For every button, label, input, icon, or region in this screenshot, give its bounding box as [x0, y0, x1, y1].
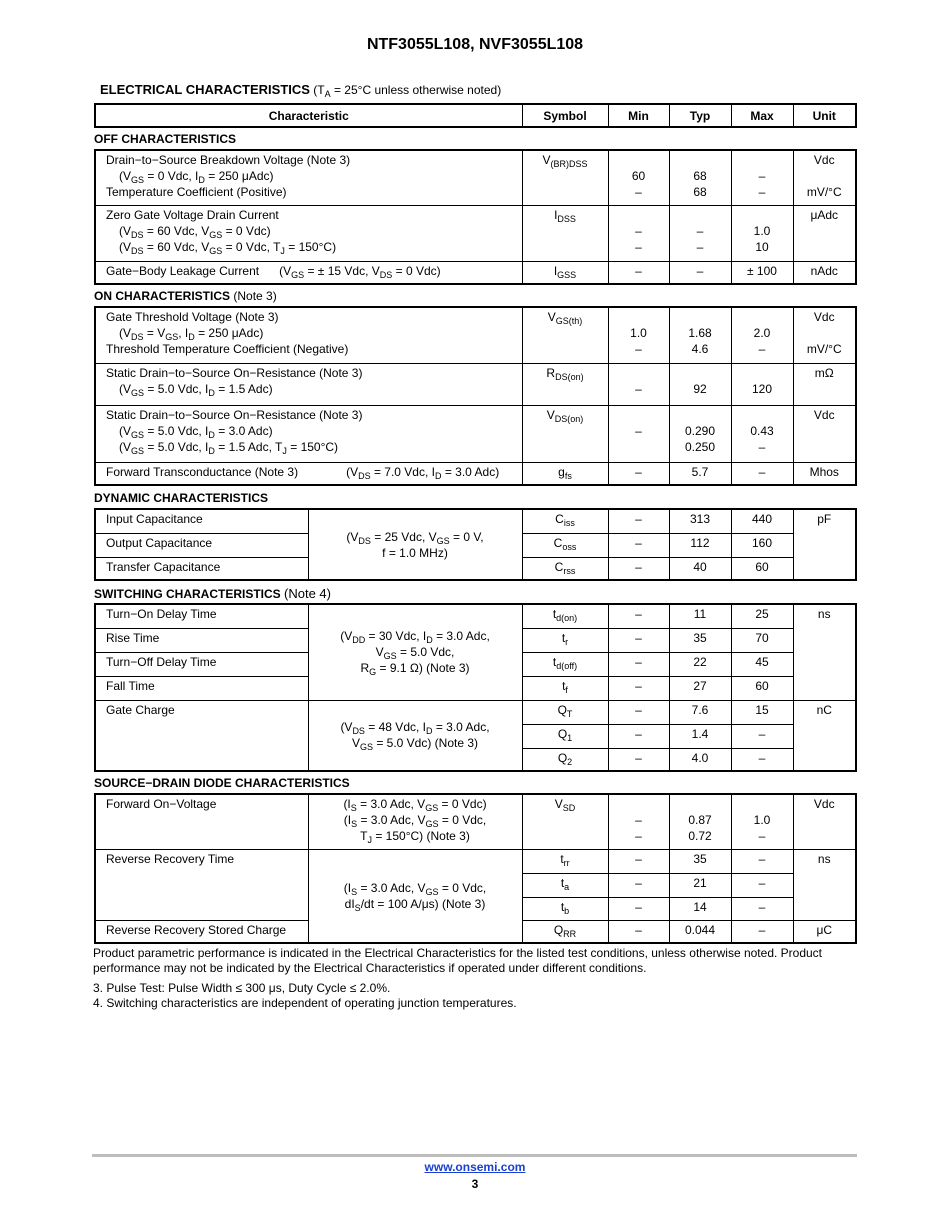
max: –	[731, 748, 793, 771]
characteristic-label: Forward Transconductance (Note 3)	[106, 464, 299, 479]
min: –	[608, 557, 669, 580]
typ: 68 68	[669, 150, 731, 205]
typ: 0.87 0.72	[669, 794, 731, 849]
symbol: $Q_{RR}$	[522, 920, 608, 943]
min: –	[608, 700, 669, 724]
dynamic-table	[94, 508, 857, 581]
typ: 0.044	[669, 920, 731, 943]
table-row	[95, 700, 856, 724]
table-row	[95, 150, 856, 205]
min: –	[608, 261, 669, 284]
page-number: 3	[471, 1177, 479, 1191]
min: – –	[608, 205, 669, 261]
max: –	[731, 920, 793, 943]
section-on-label: ON CHARACTERISTICS	[94, 289, 231, 303]
max: 45	[731, 652, 793, 676]
min: –	[608, 509, 669, 533]
max: –	[731, 724, 793, 748]
test-conditions: ($V_{GS}$ = ± 15 Vdc, $V_{DS} = 0$ Vdc)	[279, 263, 441, 280]
symbol: $Q_1$	[522, 724, 608, 748]
test-conditions: ($V_{DD} = 30$ Vdc, $I_D = 3.0$ Adc, $V_{GS} = 5.0$ Vdc, $R_G = 9.1$ Ω) (Note 3)	[308, 604, 522, 700]
min: –	[608, 405, 669, 462]
symbol: $t_f$	[522, 676, 608, 700]
symbol: $V_{(BR)DSS}$	[522, 150, 608, 205]
min: –	[608, 652, 669, 676]
col-typ: Typ	[669, 104, 731, 127]
symbol: $V_{DS(on)}$	[522, 405, 608, 462]
min: –	[608, 920, 669, 943]
section-source-drain: SOURCE−DRAIN DIODE CHARACTERISTICS	[94, 776, 350, 790]
characteristic: Turn−On Delay Time	[95, 604, 308, 628]
min: –	[608, 604, 669, 628]
unit: nAdc	[793, 261, 856, 284]
max: 120	[731, 363, 793, 405]
typ: 1.4	[669, 724, 731, 748]
section-on-note: (Note 3)	[233, 289, 277, 303]
typ: 11	[669, 604, 731, 628]
min: 60 –	[608, 150, 669, 205]
typ: 92	[669, 363, 731, 405]
min: –	[608, 628, 669, 652]
max: ± 100	[731, 261, 793, 284]
table-row	[95, 205, 856, 261]
min: –	[608, 849, 669, 873]
min: –	[608, 897, 669, 920]
unit: Mhos	[793, 462, 856, 485]
section-dynamic: DYNAMIC CHARACTERISTICS	[94, 491, 268, 505]
footer-divider	[92, 1154, 857, 1157]
min: 1.0 –	[608, 307, 669, 363]
section-on	[94, 289, 277, 303]
unit: ns	[793, 604, 856, 700]
section-off: OFF CHARACTERISTICS	[94, 132, 236, 146]
table-row	[95, 604, 856, 628]
switching-table	[94, 603, 857, 772]
symbol: $C_{oss}$	[522, 533, 608, 557]
table-row	[95, 261, 856, 284]
min: – –	[608, 794, 669, 849]
max: 1.0 10	[731, 205, 793, 261]
symbol: $t_b$	[522, 897, 608, 920]
symbol: $I_{GSS}$	[522, 261, 608, 284]
characteristic: Input Capacitance	[95, 509, 308, 533]
table-row	[95, 509, 856, 533]
col-characteristic: Characteristic	[95, 104, 522, 127]
max: 160	[731, 533, 793, 557]
footnote-3: 3. Pulse Test: Pulse Width ≤ 300 μs, Duty Cycle ≤ 2.0%.	[93, 981, 391, 995]
unit: mΩ	[793, 363, 856, 405]
typ: 35	[669, 849, 731, 873]
table-row	[95, 794, 856, 849]
max: 60	[731, 557, 793, 580]
max: 15	[731, 700, 793, 724]
off-table	[94, 149, 857, 285]
characteristic: Turn−Off Delay Time	[95, 652, 308, 676]
table-row	[95, 849, 856, 873]
symbol: $I_{DSS}$	[522, 205, 608, 261]
characteristic: Static Drain−to−Source On−Resistance (Note 3) ($V_{GS} = 5.0$ Vdc, $I_D = 1.5$ Adc)	[95, 363, 522, 405]
max: –	[731, 897, 793, 920]
symbol: $t_{rr}$	[522, 849, 608, 873]
notes	[93, 946, 861, 1011]
max: 25	[731, 604, 793, 628]
document-title: NTF3055L108, NVF3055L108	[366, 36, 584, 53]
characteristic: Reverse Recovery Time	[95, 849, 308, 920]
disclaimer-paragraph: Product parametric performance is indicated in the Electrical Characteristics for the listed test conditions, unless otherwise noted. Product performance may not be indicated by the Electrical Characteristics if operated under different conditions.	[93, 946, 823, 975]
test-conditions: ($I_S = 3.0$ Adc, $V_{GS} = 0$ Vdc, $dI_S/dt = 100$ A/μs) (Note 3)	[308, 849, 522, 943]
table-row	[95, 405, 856, 462]
typ: 4.0	[669, 748, 731, 771]
footnote-4: 4. Switching characteristics are independent of operating junction temperatures.	[93, 996, 517, 1010]
unit: pF	[793, 509, 856, 580]
source-drain-table	[94, 793, 857, 944]
characteristic: Transfer Capacitance	[95, 557, 308, 580]
min: –	[608, 748, 669, 771]
website-link[interactable]: www.onsemi.com	[424, 1160, 526, 1174]
characteristic: Drain−to−Source Breakdown Voltage (Note 3) ($V_{GS} = 0$ Vdc, $I_D = 250$ μAdc) Temperature Coefficient (Positive)	[95, 150, 522, 205]
unit: Vdc	[793, 405, 856, 462]
min: –	[608, 873, 669, 897]
unit: nC	[793, 700, 856, 771]
section-switching	[94, 586, 331, 601]
typ: 21	[669, 873, 731, 897]
typ: –	[669, 261, 731, 284]
min: –	[608, 363, 669, 405]
table-conditions: ($T_A = 25^\circ C$ unless otherwise noted)	[313, 83, 502, 99]
max: – –	[731, 150, 793, 205]
unit: μAdc	[793, 205, 856, 261]
col-max: Max	[731, 104, 793, 127]
typ: 1.68 4.6	[669, 307, 731, 363]
table-title-text: ELECTRICAL CHARACTERISTICS	[100, 82, 310, 97]
max: 440	[731, 509, 793, 533]
min: –	[608, 724, 669, 748]
characteristic: Rise Time	[95, 628, 308, 652]
typ: 27	[669, 676, 731, 700]
test-conditions: ($I_S = 3.0$ Adc, $V_{GS} = 0$ Vdc) ($I_S = 3.0$ Adc, $V_{GS} = 0$ Vdc, $T_J = 150^\circ C$) (Note 3)	[308, 794, 522, 849]
characteristic: Reverse Recovery Stored Charge	[95, 920, 308, 943]
symbol: $t_{d(on)}$	[522, 604, 608, 628]
col-symbol: Symbol	[522, 104, 608, 127]
test-conditions: ($V_{DS} = 7.0$ Vdc, $I_D = 3.0$ Adc)	[346, 464, 500, 481]
characteristic: Gate Threshold Voltage (Note 3) ($V_{DS} = V_{GS}$, $I_D = 250$ μAdc) Threshold Temperature Coefficient (Negative)	[95, 307, 522, 363]
symbol: $V_{GS(th)}$	[522, 307, 608, 363]
table-row	[95, 462, 856, 485]
symbol: $t_r$	[522, 628, 608, 652]
table-row	[95, 307, 856, 363]
symbol: $t_{d(off)}$	[522, 652, 608, 676]
characteristic	[95, 261, 522, 284]
unit: Vdc	[793, 794, 856, 849]
max: 60	[731, 676, 793, 700]
characteristic	[95, 462, 522, 485]
typ: 112	[669, 533, 731, 557]
typ: 313	[669, 509, 731, 533]
col-unit: Unit	[793, 104, 856, 127]
section-switching-label: SWITCHING CHARACTERISTICS	[94, 587, 281, 601]
max: 70	[731, 628, 793, 652]
table-row	[95, 363, 856, 405]
symbol: $t_a$	[522, 873, 608, 897]
section-switching-note: (Note 4)	[284, 586, 331, 601]
characteristic-label: Gate−Body Leakage Current	[106, 263, 260, 278]
symbol: $C_{rss}$	[522, 557, 608, 580]
typ: 5.7	[669, 462, 731, 485]
unit: Vdc mV/°C	[793, 150, 856, 205]
symbol: $Q_2$	[522, 748, 608, 771]
max: –	[731, 462, 793, 485]
typ: 7.6	[669, 700, 731, 724]
characteristic: Fall Time	[95, 676, 308, 700]
symbol: $g_{fs}$	[522, 462, 608, 485]
table-title	[100, 82, 501, 97]
characteristic: Output Capacitance	[95, 533, 308, 557]
unit: μC	[793, 920, 856, 943]
max: 0.43 –	[731, 405, 793, 462]
typ: 22	[669, 652, 731, 676]
symbol: $Q_T$	[522, 700, 608, 724]
unit: Vdc mV/°C	[793, 307, 856, 363]
col-min: Min	[608, 104, 669, 127]
typ: 0.290 0.250	[669, 405, 731, 462]
symbol: $C_{iss}$	[522, 509, 608, 533]
symbol: $R_{DS(on)}$	[522, 363, 608, 405]
characteristic: Static Drain−to−Source On−Resistance (Note 3) ($V_{GS} = 5.0$ Vdc, $I_D = 3.0$ Adc) ($V_{GS} = 5.0$ Vdc, $I_D = 1.5$ Adc, $T_J = 150^\circ C$)	[95, 405, 522, 462]
unit: ns	[793, 849, 856, 920]
max: 2.0 –	[731, 307, 793, 363]
min: –	[608, 533, 669, 557]
max: –	[731, 849, 793, 873]
max: –	[731, 873, 793, 897]
max: 1.0 –	[731, 794, 793, 849]
characteristic: Zero Gate Voltage Drain Current ($V_{DS} = 60$ Vdc, $V_{GS} = 0$ Vdc) ($V_{DS} = 60$ Vdc, $V_{GS} = 0$ Vdc, $T_J = 150^\circ C$)	[95, 205, 522, 261]
typ: 40	[669, 557, 731, 580]
test-conditions: ($V_{DS} = 48$ Vdc, $I_D = 3.0$ Adc, $V_{GS} = 5.0$ Vdc) (Note 3)	[308, 700, 522, 771]
typ: 35	[669, 628, 731, 652]
symbol: $V_{SD}$	[522, 794, 608, 849]
min: –	[608, 676, 669, 700]
characteristic: Gate Charge	[95, 700, 308, 771]
characteristic: Forward On−Voltage	[95, 794, 308, 849]
typ: – –	[669, 205, 731, 261]
typ: 14	[669, 897, 731, 920]
min: –	[608, 462, 669, 485]
column-header-table	[94, 103, 857, 128]
on-table	[94, 306, 857, 486]
test-conditions: ($V_{DS} = 25$ Vdc, $V_{GS} = 0$ V, f = 1.0 MHz)	[308, 509, 522, 580]
